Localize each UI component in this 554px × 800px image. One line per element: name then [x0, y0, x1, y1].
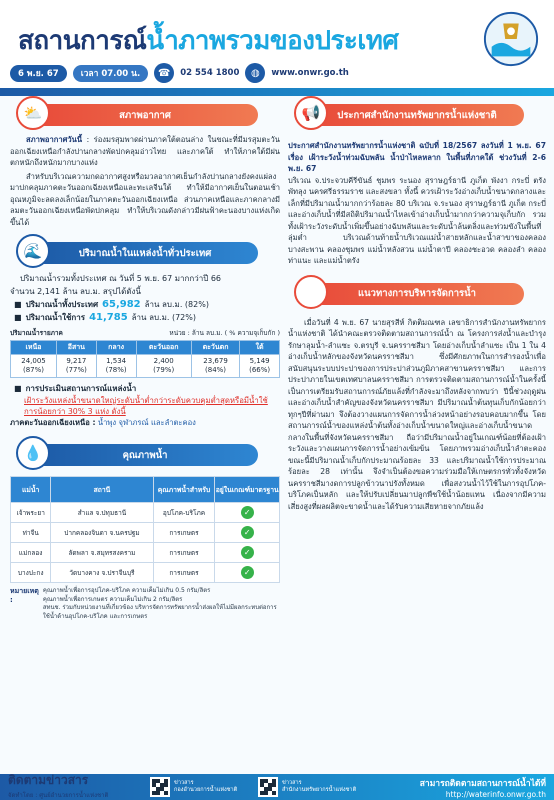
station-name: ปากคลองจินดา จ.นครปฐม — [51, 523, 153, 543]
weather-heading-label: สภาพอากาศ — [119, 109, 171, 121]
quality-table — [10, 476, 280, 583]
station-name: ลัดพลา จ.สมุทรสงคราม — [51, 543, 153, 563]
river-name: ท่าจีน — [11, 523, 51, 543]
region-header-row — [11, 341, 280, 355]
footer-qr-2[interactable] — [258, 777, 356, 797]
region-table-title: ปริมาณน้ำรายภาค — [10, 329, 63, 337]
reservoir-summary — [10, 272, 280, 324]
management-body: เมื่อวันที่ 4 พ.ย. 67 นายสุรสีห์ กิตติมณฑล เลขาธิการสำนักงานทรัพยากรน้ำแห่งชาติ ได้นำคณะตรวจติดตามสถานการณ์น้ำ ณ โครงการส่งน้ำและบำรุงรักษาลุมน้ำ-ลำแซะ จ.ตรบุรี จ.นครราชสีมา โดยอ่างเก็บน้ำลำแซะ เป็น 1 ใน 4 อ่างเก็บน้ำหลักของจังหวัดนครราชสีมา ซึ่งมีศักยภาพในการสำรองน้ำเพื่อสนับสนุนระบบประปาของการประปาส่วนภูมิภาคสาขานครราชสีมา และการประปาภายในเขตเทศบาลนครราชสีมา การตรวจติดตามสถานการณ์น้ำในครั้งนี้เป็นการเตรียมรับสถานการณ์ภัยแล้งที่กำลังจะมาถึงหลังจากพบว่า ปีนี้ช่วงฤดูฝนและอ่างเก็บน้ำสำคัญของจังหวัดนครราชสีมา มีปริมาณน้ำต้นทุนเก็บกักน้อยกว่าทุกๆปีที่ผ่านมา จึงต้องวางแผนการจัดการน้ำล่วงหน้าอย่างรอบคอบมากขึ้น โดยสถานการณ์น้ำของแหล่งน้ำต้นทั้งอ่างเก็บน้ำขนาดใหญ่และอ่างเก็บน้ำขนาดกลางในพื้นที่จังหวัดนครราชสีมา ถือว่ามีปริมาณน้ำอยู่ในเกณฑ์น้อยที่ต้องเฝ้าระวังและวางแผนการจัดการน้ำอย่างเข้มข้น โดยภาพรวมอ่างเก็บน้ำลำตะคอง ขณะนี้มีปริมาณน้ำเก็บกักประมาณร้อยละ 33 และปริมาณน้ำใช้การประมาณร้อยละ 28 เท่านั้น จึงจำเป็นต้องขอความร่วมมือให้เกษตรกรทั่วทั้งจังหวัดนครราชสีมางดการปลูกข้าวนาปรังทั้งหมด เพื่อสงวนน้ำไว้ใช้ในการอุปโภค-บริโภคเป็นหลัก และให้ปรับเปลี่ยนมาปลูกพืชใช้น้ำน้อยแทน เนื่องจากมีความเสี่ยงสูงที่ผลผลิตจะขาดน้ำและได้รับความเสียหายจากภัยแล้ง — [288, 317, 546, 511]
usable-water-value: 41,785 — [89, 312, 128, 323]
quality-use: อุปโภค-บริโภค — [153, 503, 215, 523]
qr-code-icon[interactable] — [258, 777, 278, 797]
page-header — [0, 0, 554, 92]
usable-water-row: ■ ปริมาณน้ำใช้การ 41,785 ล้าน ลบ.ม. (72%) — [14, 312, 196, 323]
quality-row — [11, 503, 280, 523]
weather-lead: สภาพอากาศวันนี้ — [26, 135, 83, 144]
quality-use: การเกษตร — [153, 563, 215, 583]
quality-heading-label: คุณภาพน้ำ — [122, 449, 168, 461]
weather-heading — [23, 104, 258, 126]
total-water-row: ■ ปริมาณน้ำทั้งประเทศ 65,982 ล้าน ลบ.ม. (82%) — [14, 299, 209, 310]
phone-icon: ☎ — [154, 63, 174, 83]
region-header: อีสาน — [57, 341, 97, 355]
station-name: สำแล จ.ปทุมธานี — [51, 503, 153, 523]
quality-note — [10, 587, 280, 621]
river-name: เจ้าพระยา — [11, 503, 51, 523]
header-ribbon — [0, 88, 554, 96]
qr-code-icon[interactable] — [150, 777, 170, 797]
note-line: คุณภาพน้ำเพื่อการเกษตร ความเค็มไม่เกิน 2 กรัม/ลิตร — [42, 595, 183, 603]
region-value-row — [11, 355, 280, 378]
check-icon: ✓ — [241, 546, 254, 559]
page-title — [18, 20, 398, 61]
region-header: เหนือ — [11, 341, 57, 355]
footer-website[interactable] — [420, 776, 546, 799]
standard-ok — [215, 543, 280, 563]
usable-water-unit: ล้าน ลบ.ม. (72%) — [131, 313, 196, 322]
footer-title-block — [8, 771, 148, 800]
river-name: แม่กลอง — [11, 543, 51, 563]
sun-cloud-rain-icon: ⛅ — [16, 96, 50, 130]
check-icon: ✓ — [241, 566, 254, 579]
megaphone-icon: 📢 — [294, 96, 328, 130]
quality-row — [11, 563, 280, 583]
footer-website-url[interactable]: http://waterinfo.onwr.go.th — [445, 790, 546, 799]
gear-water-icon: ⚙ — [294, 275, 328, 309]
info-bar — [10, 64, 349, 82]
footer-qr-2-label: ข่าวสาร สำนักงานทรัพยากรน้ำแห่งชาติ — [282, 780, 357, 793]
title-part1: สถานการณ์ — [18, 26, 147, 56]
onwr-logo-icon — [482, 10, 540, 68]
total-water-label: ปริมาณน้ำทั้งประเทศ — [25, 300, 99, 309]
region-header: ตะวันออก — [136, 341, 191, 355]
region-table-caption — [10, 328, 280, 338]
region-cell: 2,400 (79%) — [136, 355, 191, 378]
evaluation-title: ■ การประเมินสถานการณ์แหล่งน้ำ — [14, 384, 137, 393]
evaluation-warning: เฝ้าระวังแหล่งน้ำขนาดใหญ่ระดับน้ำต่ำกว่าระดับควบคุมต่ำสุดหรือมีน้ำใช้การน้อยกว่า 30% 3 แห่ง ดังนี้ — [24, 396, 268, 416]
standard-ok — [215, 503, 280, 523]
region-header: ตะวันตก — [191, 341, 239, 355]
total-water-value: 65,982 — [102, 299, 141, 310]
announcement-heading-label: ประกาศสำนักงานทรัพยากรน้ำแห่งชาติ — [337, 109, 497, 121]
announcement-heading — [301, 104, 524, 126]
footer-subtitle: จัดทำโดย : ศูนย์อำนวยการน้ำแห่งชาติ — [8, 792, 109, 799]
management-heading-label: แนวทางการบริหารจัดการน้ำ — [358, 288, 476, 299]
dam-icon: 🌊 — [16, 234, 50, 268]
region-cell: 24,005 (87%) — [11, 355, 57, 378]
footer-qr-1[interactable] — [150, 777, 237, 797]
management-heading — [304, 282, 524, 305]
reservoir-line2: จำนวน 2,141 ล้าน ลบ.ม. สรุปได้ดังนี้ — [10, 287, 141, 296]
footer-website-caption: สามารถติดตามสถานการณ์น้ำได้ที่ — [419, 779, 546, 789]
announcement-title: ประกาศสำนักงานทรัพยากรน้ำแห่งชาติ ฉบับที่ 18/2567 ลงวันที่ 1 พ.ย. 67 เรื่อง เฝ้าระวังน้ำท่วมฉับพลัน น้ำป่าไหลหลาก ในพื้นที่ภาคใต้ ช่วงวันที่ 2-6 พ.ย. 67 — [288, 141, 546, 173]
region-cell: 23,679 (84%) — [191, 355, 239, 378]
quality-row — [11, 523, 280, 543]
warning-list — [10, 417, 280, 428]
warning-list-label: ภาคตะวันออกเฉียงเหนือ : — [10, 418, 96, 427]
quality-use: การเกษตร — [153, 543, 215, 563]
river-name: บางปะกง — [11, 563, 51, 583]
time-pill: เวลา 07.00 น. — [73, 65, 149, 82]
region-table — [10, 340, 280, 378]
globe-icon: ◍ — [245, 63, 265, 83]
region-cell: 5,149 (66%) — [240, 355, 280, 378]
title-part2: น้ำภาพรวมของประเทศ — [146, 26, 399, 56]
date-pill: 6 พ.ย. 67 — [10, 65, 67, 82]
usable-water-label: ปริมาณน้ำใช้การ — [25, 313, 86, 322]
weather-paragraph-1 — [10, 134, 280, 169]
weather-paragraph-2: สำหรับบริเวณความกดอากาศสูงหรือมวลอากาศเย็นกำลังปานกลางยังคงแผ่ลงมาปกคลุมภาคตะวันออกเฉียงเหนือและทะเลจีนใต้ ทำให้มีอากาศเย็นในตอนเช้าอุณหภูมิจะลดลงเล็กน้อยในภาคตะวันออกเฉียงเหนือ ส่วนภาคเหนือและภาคกลางมีลมตะวันออกเฉียงเหนือพัดปกคลุม ทำให้บริเวณดังกล่าวมีฝนฟ้าคะนองบางแห่งเกิดขึ้นได้ — [10, 171, 280, 227]
quality-heading — [23, 444, 258, 466]
quality-header: สถานี — [51, 477, 153, 503]
quality-header: คุณภาพน้ำสำหรับ — [153, 477, 215, 503]
footer-title: ติดตามข่าวสาร — [8, 773, 89, 787]
check-icon: ✓ — [241, 526, 254, 539]
station-name: วัดบางคาง จ.ปราจีนบุรี — [51, 563, 153, 583]
region-cell: 1,534 (78%) — [96, 355, 136, 378]
quality-header: แม่น้ำ — [11, 477, 51, 503]
weather-p1: : ร่องมรสุมพาดผ่านภาคใต้ตอนล่าง ในขณะที่มีมรสุมตะวันออกเฉียงเหนือกำลังปานกลางพัดปกคลุมอ่าวไทย และภาคใต้ ทำให้ภาคใต้มีฝนตกหนักถึงหนักมากบางแห่ง — [10, 135, 280, 167]
note-line: คุณภาพน้ำเพื่อการอุปโภค-บริโภค ความเค็มไม่เกิน 0.5 กรัม/ลิตร — [42, 587, 211, 594]
standard-ok — [215, 523, 280, 543]
water-drop-icon: 💧 — [16, 436, 50, 470]
reservoir-line1: ปริมาณน้ำรวมทั้งประเทศ ณ วันที่ 5 พ.ย. 67 มากกว่าปี 66 — [20, 274, 221, 283]
reservoir-heading-label: ปริมาณน้ำในแหล่งน้ำทั่วประเทศ — [78, 247, 212, 259]
check-icon: ✓ — [241, 506, 254, 519]
note-label: หมายเหตุ : — [10, 587, 39, 604]
region-table-unit: หน่วย : ล้าน ลบ.ม. ( % ความจุเก็บกัก ) — [169, 329, 280, 337]
region-cell: 9,217 (77%) — [57, 355, 97, 378]
standard-ok — [215, 563, 280, 583]
warning-list-items: น้ำพุง จุฬาภรณ์ และลำตะคอง — [97, 418, 196, 427]
phone-number[interactable]: 02 554 1800 — [180, 68, 240, 78]
reservoir-heading — [23, 242, 258, 264]
quality-header-row — [11, 477, 280, 503]
total-water-unit: ล้าน ลบ.ม. (82%) — [144, 300, 209, 309]
quality-row — [11, 543, 280, 563]
region-header: กลาง — [96, 341, 136, 355]
announcement-body: บริเวณ จ.ประจวบคีรีขันธ์ ชุมพร ระนอง สุราษฎร์ธานี ภูเก็ต พังงา กระบี่ ตรัง พัทลุง นครศรีธรรมราช และสงขลา ทั้งนี้ ควรเฝ้าระวังอ่างเก็บน้ำขนาดกลางและเล็กที่มีปริมาณน้ำมากกว่าร้อยละ 80 บริเวณ จ.ระนอง สุราษฎร์ธานี ภูเก็ต กระบี่ และอ่างเก็บน้ำที่มีสถิติปริมาณน้ำไหลเข้าอ่างเก็บน้ำมากกว่าความจุเก็บกัก รวมทั้งเฝ้าระวังระดับน้ำเพิ่มขึ้นอย่างฉับพลันและระดับน้ำล้นตลิ่งและท่วมขังในพื้นที่ลุ่มต่ำ บริเวณด้านท้ายน้ำบริเวณแม่น้ำสายหลักและน้ำสาขาของคลองบางสะพาน คลองชุมพร แม่น้ำหลังสวน แม่น้ำตาปี คลองชะอวด คลองลำ คลองท่าแนะ และแม่น้ำตรัง — [288, 175, 546, 265]
note-line: สทนช. ร่วมกับหน่วยงานที่เกี่ยวข้อง บริหารจัดการทรัพยากรน้ำส่งผลให้ไม่มีผลกระทบต่อการใช้น้ำด้านอุปโภค-บริโภค และการเกษตร — [42, 604, 277, 620]
left-column — [10, 104, 280, 621]
footer-qr-1-label: ข่าวสาร กองอำนวยการน้ำแห่งชาติ — [174, 780, 238, 793]
region-header: ใต้ — [240, 341, 280, 355]
right-column — [288, 104, 546, 512]
quality-header: อยู่ในเกณฑ์มาตรฐาน — [215, 477, 280, 503]
website-link[interactable]: www.onwr.go.th — [271, 68, 349, 78]
quality-use: การเกษตร — [153, 523, 215, 543]
